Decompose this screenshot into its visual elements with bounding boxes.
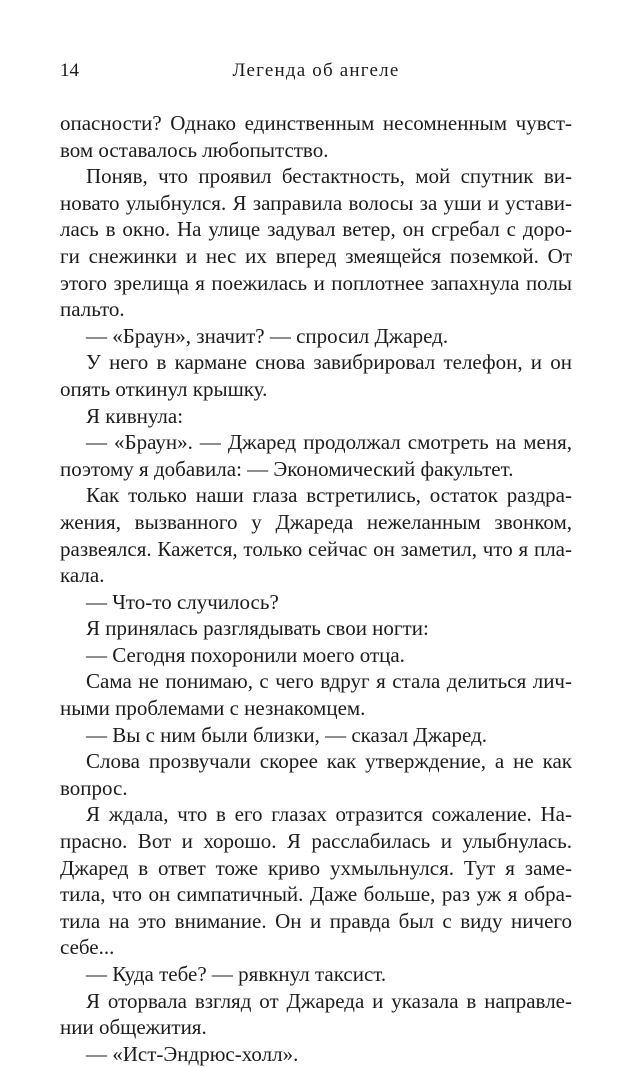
text-line: Джаред в ответ тоже криво ухмыльнулся. Тут я заме- bbox=[60, 855, 572, 880]
page-header bbox=[60, 56, 572, 86]
text-line: новато улыбнулся. Я заправила волосы за уши и устави- bbox=[60, 190, 572, 215]
text-line: — «Ист-Эндрюс-холл». bbox=[86, 1041, 299, 1066]
text-line: тила, что он симпатичный. Даже больше, раз уж я обра- bbox=[60, 882, 572, 907]
text-line: — Куда тебе? — рявкнул таксист. bbox=[86, 962, 387, 986]
text-line: Как только наши глаза встретились, остаток раздра- bbox=[86, 483, 572, 508]
page-number: 14 bbox=[60, 60, 79, 81]
text-line: опять откинул крышку. bbox=[60, 376, 268, 401]
text-line: Я кивнула: bbox=[86, 403, 184, 428]
text-line: ги снежинки и нес их вперед змеящейся поземкой. От bbox=[60, 243, 572, 268]
text-line: кала. bbox=[60, 563, 105, 588]
text-line: жения, вызванного у Джареда нежеланным звонком, bbox=[60, 509, 572, 534]
text-line: пальто. bbox=[60, 297, 125, 322]
running-title: Легенда об ангеле bbox=[232, 60, 400, 81]
text-line: ными проблемами с незнакомцем. bbox=[60, 696, 366, 721]
text-line: вом оставалось любопытство. bbox=[60, 137, 329, 162]
text-line: нии общежития. bbox=[60, 1015, 207, 1040]
text-line: вопрос. bbox=[60, 775, 128, 800]
text-line: Я принялась разглядывать свои ногти: bbox=[86, 616, 429, 641]
body-text bbox=[60, 110, 572, 1067]
text-line: — «Браун», значит? — спросил Джаред. bbox=[86, 323, 449, 348]
text-line: развеялся. Кажется, только сейчас он заметил, что я пла- bbox=[60, 536, 572, 561]
text-line: — Вы с ним были близки, — сказал Джаред. bbox=[86, 722, 488, 747]
text-line: — «Браун». — Джаред продолжал смотреть на меня, bbox=[86, 430, 572, 455]
text-line: лась в окно. На улице задувал ветер, он сгребал с доро- bbox=[60, 217, 572, 242]
text-line: Сама не понимаю, с чего вдруг я стала делиться лич- bbox=[86, 669, 572, 694]
text-line: этого зрелища я поежилась и поплотнее запахнула полы bbox=[60, 270, 572, 295]
text-line: тила на это внимание. Он и правда был с виду ничего bbox=[60, 908, 572, 933]
text-line: — Что-то случилось? bbox=[86, 589, 279, 614]
text-line: — Сегодня похоронили моего отца. bbox=[86, 642, 405, 667]
text-line: Я ждала, что в его глазах отразится сожаление. На- bbox=[86, 802, 572, 827]
text-line: себе... bbox=[60, 935, 115, 960]
text-line: Поняв, что проявил бестактность, мой спутник ви- bbox=[86, 164, 572, 189]
text-line: У него в кармане снова завибрировал телефон, и он bbox=[86, 350, 572, 375]
text-line: поэтому я добавила: — Экономический факультет. bbox=[60, 456, 514, 481]
text-line: прасно. Вот и хорошо. Я расслабилась и улыбнулась. bbox=[60, 829, 572, 854]
text-line: Слова прозвучали скорее как утверждение, а не как bbox=[86, 749, 572, 774]
text-line: Я оторвала взгляд от Джареда и указала в направле- bbox=[86, 988, 572, 1013]
text-line: опасности? Однако единственным несомненным чувст- bbox=[60, 111, 572, 135]
